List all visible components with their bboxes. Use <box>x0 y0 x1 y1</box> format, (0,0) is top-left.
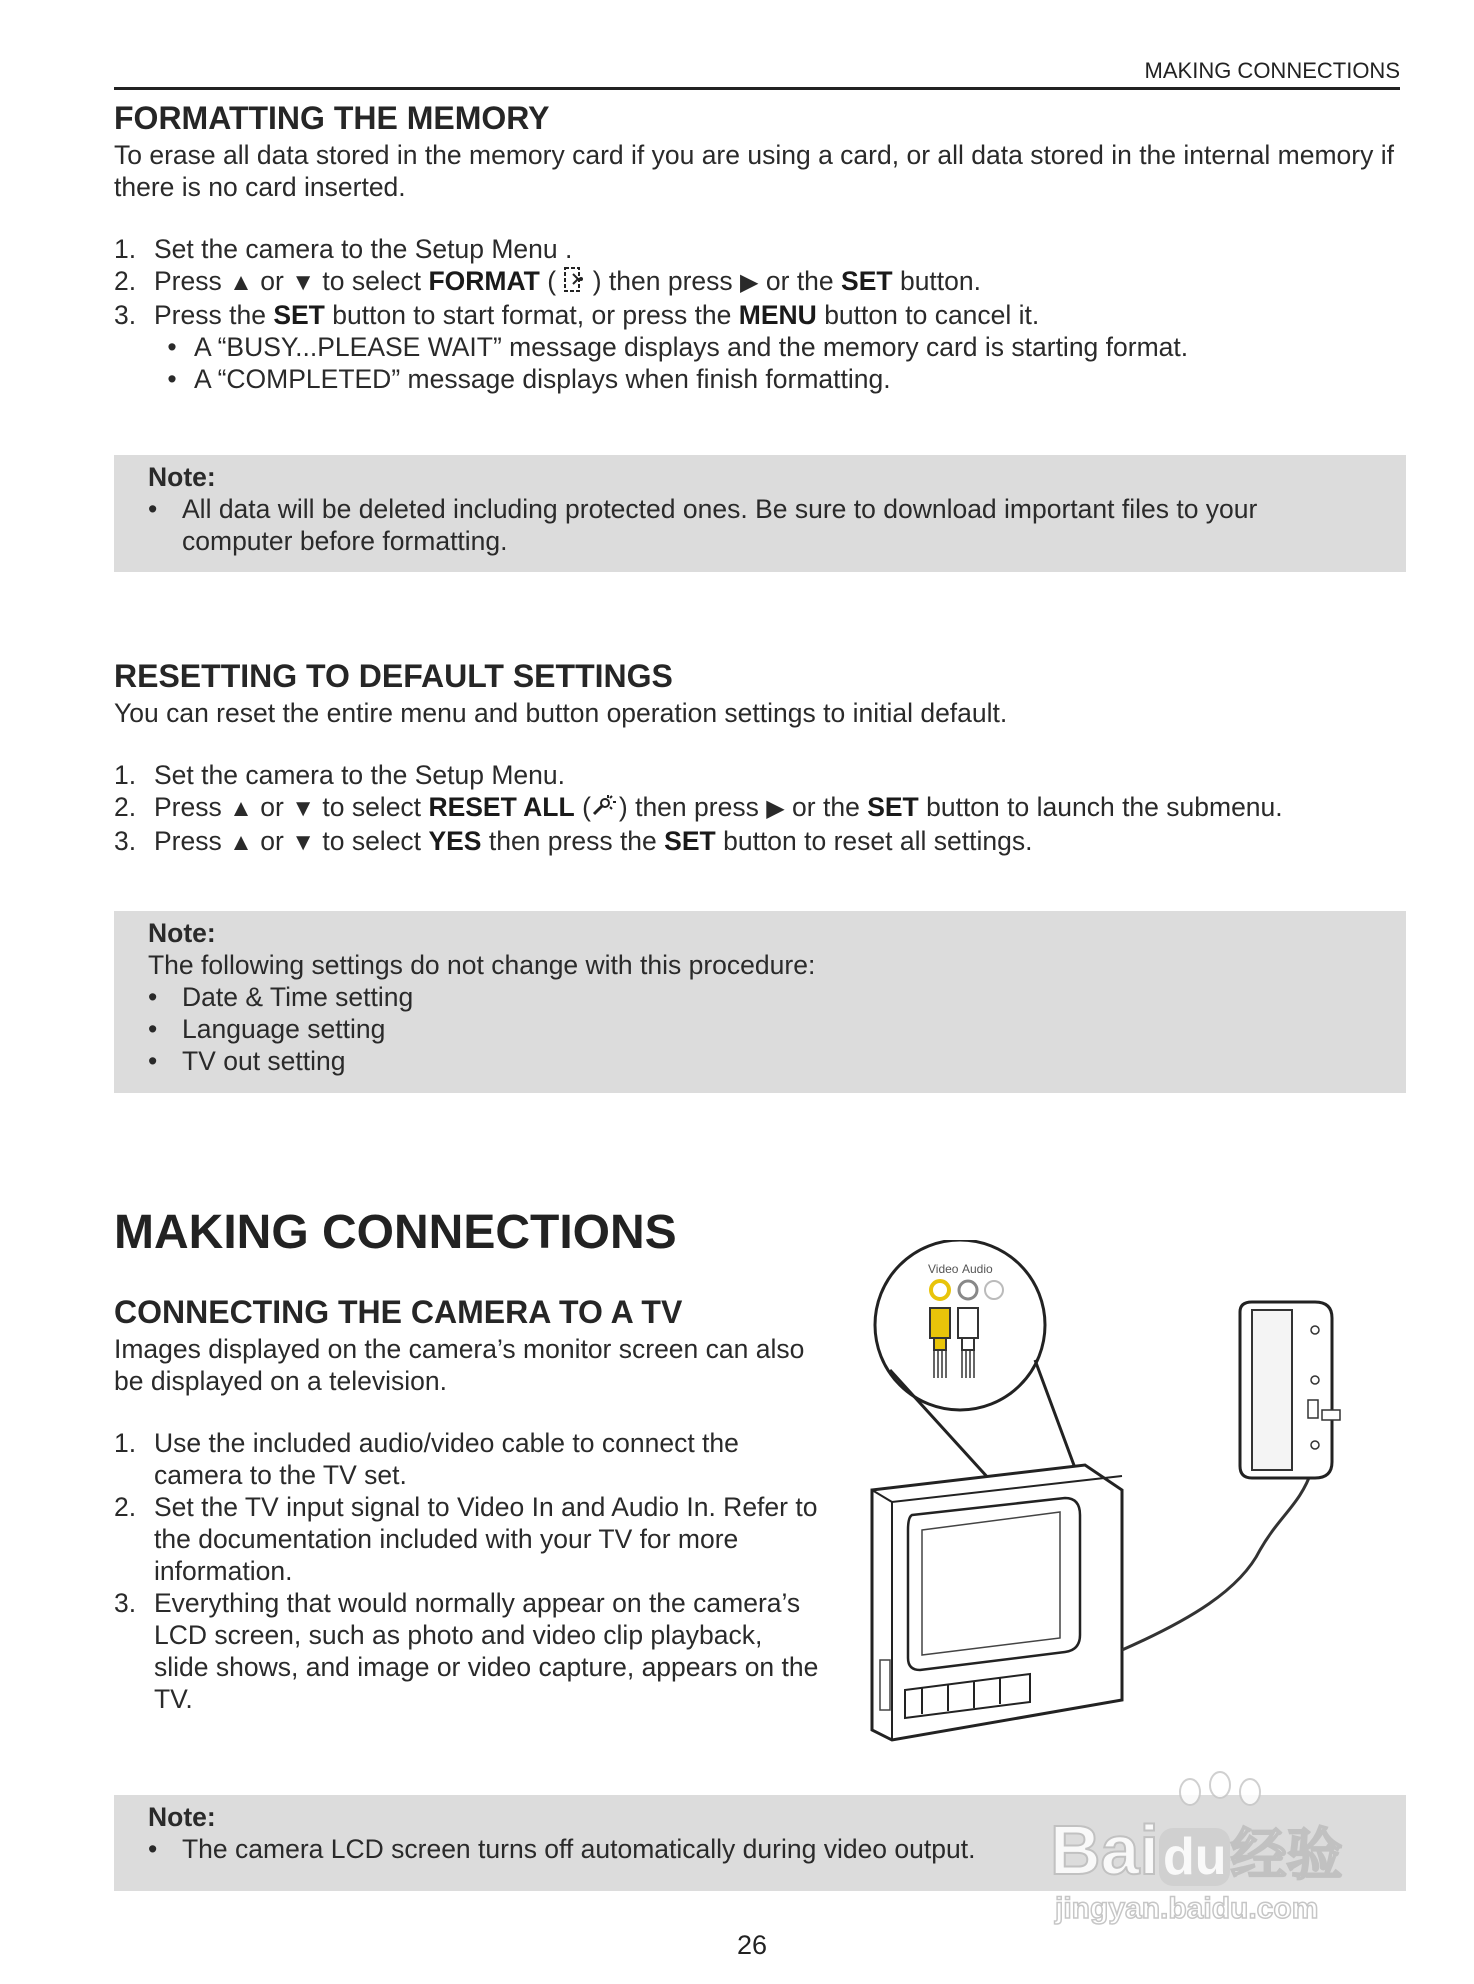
right-arrow-icon: ▶ <box>766 795 785 822</box>
connections-intro: Images displayed on the camera’s monitor screen can also be displayed on a television. <box>114 1334 805 1396</box>
reset-title: RESETTING TO DEFAULT SETTINGS <box>114 658 673 694</box>
reset-section <box>114 658 1414 859</box>
camera-illustration <box>1240 1302 1340 1478</box>
down-arrow-icon: ▼ <box>291 829 315 856</box>
note-bullet: • The camera LCD screen turns off automatically during video output. <box>148 1834 976 1864</box>
format-step-3: 3. Press the SET button to start format, or press the MENU button to cancel it. <box>114 300 1040 330</box>
tv-illustration <box>872 1465 1122 1740</box>
watermark-brand-2: du <box>1159 1828 1231 1886</box>
av-cable <box>1122 1470 1312 1650</box>
label-video: Video <box>928 1262 959 1276</box>
up-arrow-icon: ▲ <box>229 829 253 856</box>
running-header: MAKING CONNECTIONS <box>1144 58 1400 83</box>
format-bullet-2: • A “COMPLETED” message displays when finish formatting. <box>167 364 891 394</box>
label-audio: Audio <box>962 1262 993 1276</box>
header-rule <box>114 87 1400 90</box>
format-step-1: 1. Set the camera to the Setup Menu . <box>114 234 573 264</box>
watermark-cn: 经验 <box>1230 1823 1343 1886</box>
connections-step-3: 3. Everything that would normally appear on the camera’s LCD screen, such as photo and video clip playback, slide shows, and image or video capture, appears on the TV. <box>114 1588 819 1714</box>
connections-section <box>114 1294 834 1715</box>
watermark-url: jingyan.baidu.com <box>1055 1892 1319 1925</box>
reset-all-icon <box>591 794 619 820</box>
format-bullet-1: • A “BUSY...PLEASE WAIT” message displays and the memory card is starting format. <box>167 332 1189 362</box>
down-arrow-icon: ▼ <box>291 795 315 822</box>
right-arrow-icon: ▶ <box>740 269 759 296</box>
reset-step-3: 3. Press ▲ or ▼ to select YES then press the SET button to reset all settings. <box>114 825 1414 859</box>
down-arrow-icon: ▼ <box>291 269 315 296</box>
format-icon <box>563 266 585 294</box>
connections-step-1: 1. Use the included audio/video cable to connect the camera to the TV set. <box>114 1428 739 1490</box>
connections-step-2: 2. Set the TV input signal to Video In and Audio In. Refer to the documentation included with your TV for more information. <box>114 1492 818 1586</box>
connections-heading: MAKING CONNECTIONS <box>114 1206 677 1259</box>
note-item: • Date & Time setting <box>148 982 414 1012</box>
note-intro: The following settings do not change with this procedure: <box>148 950 816 980</box>
note-item: • TV out setting <box>148 1046 346 1076</box>
format-intro: To erase all data stored in the memory card if you are using a card, or all data stored in the internal memory if there is no card inserted. <box>114 140 1394 202</box>
connections-subtitle: CONNECTING THE CAMERA TO A TV <box>114 1294 683 1330</box>
note-item: • Language setting <box>148 1014 386 1044</box>
up-arrow-icon: ▲ <box>229 795 253 822</box>
page-number: 26 <box>737 1930 768 1960</box>
up-arrow-icon: ▲ <box>229 269 253 296</box>
tv-connection-diagram <box>860 1240 1400 1760</box>
reset-step-1: 1. Set the camera to the Setup Menu. <box>114 760 565 790</box>
baidu-watermark <box>1050 1770 1400 1930</box>
format-title: FORMATTING THE MEMORY <box>114 100 550 136</box>
note-title: Note: <box>148 462 216 492</box>
format-note <box>114 455 1406 572</box>
format-step-2: 2. Press ▲ or ▼ to select FORMAT ( ) then press ▶ or the SET button. <box>114 265 1404 299</box>
note-title: Note: <box>148 918 216 948</box>
reset-intro: You can reset the entire menu and button operation settings to initial default. <box>114 698 1008 728</box>
format-section <box>114 100 1404 395</box>
reset-note <box>114 911 1406 1093</box>
watermark-brand: Bai <box>1050 1811 1159 1889</box>
reset-step-2: 2. Press ▲ or ▼ to select RESET ALL ( ) then press ▶ or the SET button to launch the submenu. <box>114 791 1414 825</box>
note-title: Note: <box>148 1802 216 1832</box>
note-bullet: • All data will be deleted including protected ones. Be sure to download important files to your computer before formatting. <box>148 494 1258 556</box>
